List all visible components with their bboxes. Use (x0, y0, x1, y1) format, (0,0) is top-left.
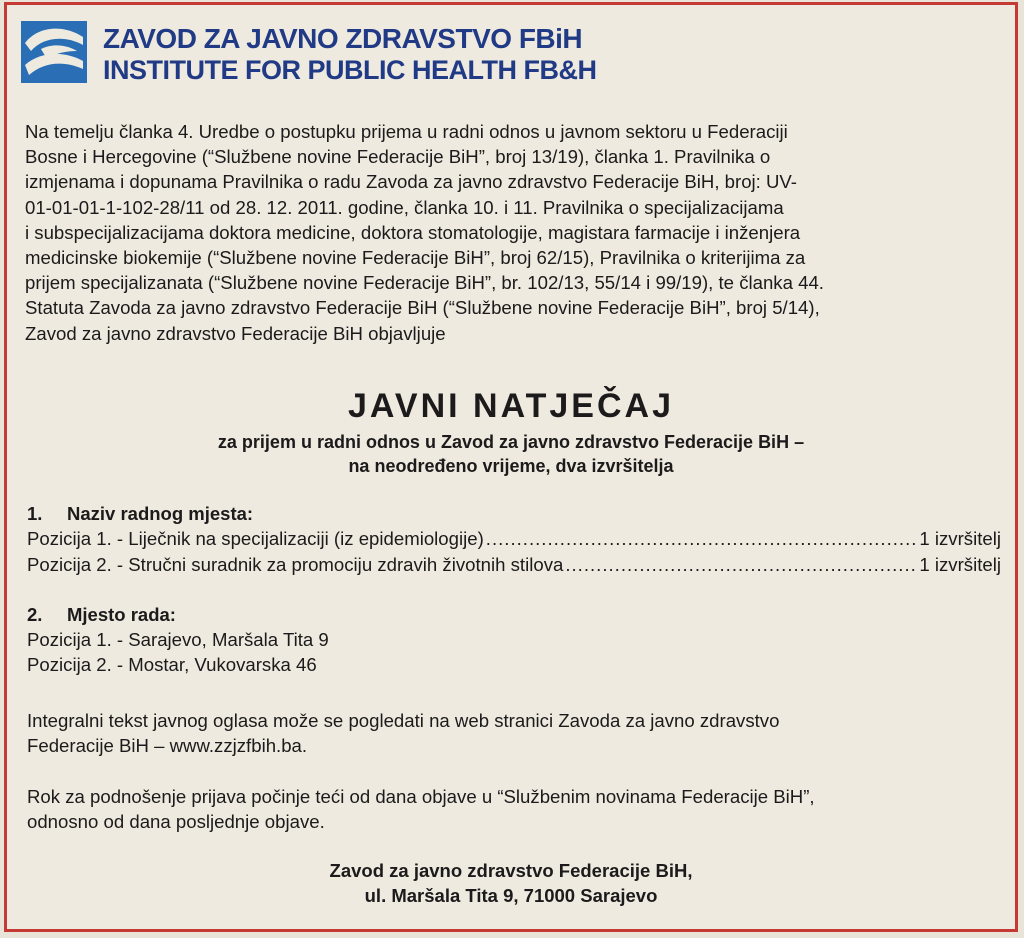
position-count: 1 izvršitelj (919, 528, 1001, 549)
section-heading-work-place (27, 604, 176, 626)
org-name-english: INSTITUTE FOR PUBLIC HEALTH FB&H (103, 55, 597, 85)
position-label: Pozicija 2. - Stručni suradnik za promociju zdravih životnih stilova (27, 554, 564, 575)
announcement-subtitle-2: na neodređeno vrijeme, dva izvršitelja (348, 456, 674, 476)
dot-leader (565, 554, 917, 576)
intro-line: prijem specijalizanata (“Službene novine Federacije BiH”, br. 102/13, 55/14 i 99/19), te članka 44. (25, 272, 824, 294)
deadline-line: Rok za podnošenje prijava počinje teći od dana objave u “Službenim novinama Federacije BiH”, (27, 786, 815, 807)
announcement-page (4, 2, 1018, 932)
position-row (27, 528, 1001, 550)
header (21, 19, 721, 89)
dot-leader (486, 528, 918, 550)
position-row (27, 554, 1001, 576)
work-place-line: Pozicija 1. - Sarajevo, Maršala Tita 9 (27, 629, 329, 650)
web-info-line: Integralni tekst javnog oglasa može se pogledati na web stranici Zavoda za javno zdravstvo (27, 710, 780, 731)
footer-address: ul. Maršala Tita 9, 71000 Sarajevo (364, 885, 658, 906)
web-info-paragraph (27, 708, 1001, 758)
section-number: 1. (27, 503, 43, 524)
position-count: 1 izvršitelj (919, 554, 1001, 575)
institute-wave-logo-icon (21, 21, 87, 83)
work-place-line: Pozicija 2. - Mostar, Vukovarska 46 (27, 654, 317, 675)
announcement-title: JAVNI NATJEČAJ (347, 387, 675, 425)
intro-line: Bosne i Hercegovine (“Službene novine Federacije BiH”, broj 13/19), članka 1. Pravilnika o (25, 146, 771, 168)
web-info-line: Federacije BiH – www.zzjzfbih.ba. (27, 735, 308, 756)
announcement-subtitle: za prijem u radni odnos u Zavod za javno zdravstvo Federacije BiH – (217, 432, 805, 452)
intro-line: i subspecijalizacijama doktora medicine, doktora stomatologije, magistara farmacije i inženjera (25, 221, 801, 243)
deadline-paragraph (27, 784, 1001, 834)
intro-line: izmjenama i dopunama Pravilnika o radu Zavoda za javno zdravstvo Federacije BiH, broj: UV- (25, 171, 798, 193)
section-number: 2. (27, 604, 43, 625)
intro-line: Na temelju članka 4. Uredbe o postupku prijema u radni odnos u javnom sektoru u Federaciji (25, 121, 788, 142)
intro-line: Zavod za javno zdravstvo Federacije BiH objavljuje (25, 322, 446, 344)
intro-paragraph (25, 119, 1005, 346)
deadline-line: odnosno od dana posljednje objave. (27, 811, 325, 832)
intro-line: Statuta Zavoda za javno zdravstvo Federacije BiH (“Službene novine Federacije BiH”, broj 5/14), (25, 297, 820, 319)
section-heading-text: Mjesto rada: (67, 604, 176, 625)
intro-line: 01-01-01-1-102-28/11 od 28. 12. 2011. godine, članka 10. i 11. Pravilnika o specijalizacijama (25, 196, 784, 218)
intro-line: medicinske biokemije (“Službene novine Federacije BiH”, broj 62/15), Pravilnika o kriterijima za (25, 247, 806, 269)
section-heading-position-names (27, 503, 253, 525)
footer-org-name: Zavod za javno zdravstvo Federacije BiH, (329, 860, 693, 881)
position-label: Pozicija 1. - Liječnik na specijalizaciji (iz epidemiologije) (27, 528, 484, 549)
org-name-local: ZAVOD ZA JAVNO ZDRAVSTVO FBiH (103, 23, 583, 54)
section-heading-text: Naziv radnog mjesta: (67, 503, 254, 524)
